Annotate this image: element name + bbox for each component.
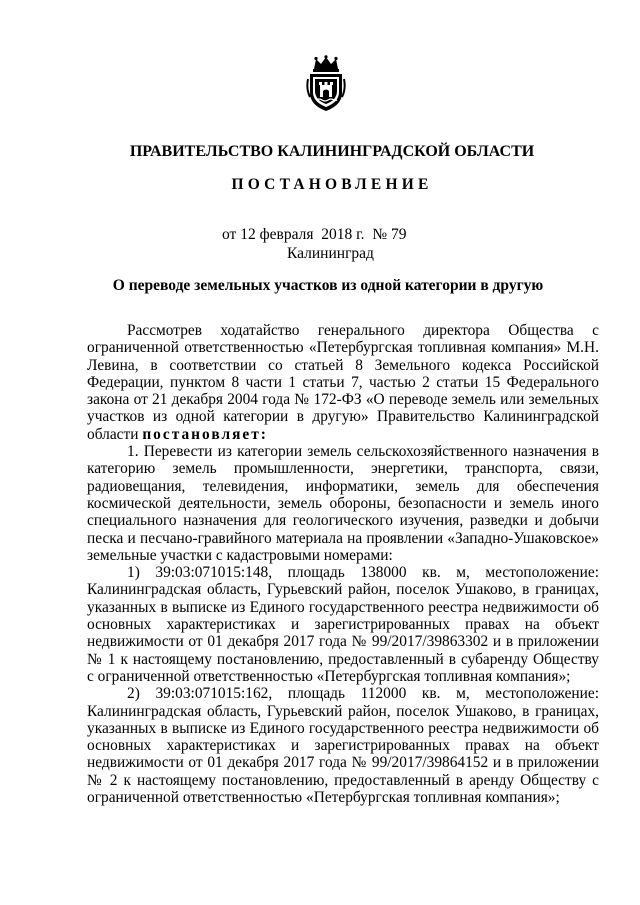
decree-subject: О переводе земельных участков из одной категории в другую <box>112 277 544 294</box>
date-prefix: от <box>222 226 237 243</box>
paragraph-preamble <box>87 322 599 443</box>
paragraph-item-1: 1. Перевести из категории земель сельскохозяйственного назначения в категорию земель промышленности, энергетики, транспорта, связи, радиовещания, телевидения, информатики, земель для обеспечения космической деятельности, земель обороны, безопасности и земель иного специального назначения для геологического изучения, разведки и добычи песка и песчано-гравийного материала на проявлении «Западно-Ушаковское» земельные участки с кадастровыми номерами: <box>87 443 599 564</box>
decree-city: Калининград <box>287 245 374 262</box>
paragraph-subitem-2: 2) 39:03:071015:162, площадь 112000 кв. м, местоположение: Калининградская область, Гурьевский район, поселок Ушаково, в границах, указанных в выписке из Единого государственного реестра недвижимости об основных характеристиках и зарегистрированных правах на объект недвижимости от 01 декабря 2017 года № 99/2017/39864152 и в приложении № 2 к настоящему постановлению, предоставленный в аренду Обществу с ограниченной ответственностью «Петербургская топливная компания»; <box>87 685 599 807</box>
number-prefix: № <box>372 226 388 243</box>
decree-number: 79 <box>390 226 407 243</box>
decree-body <box>87 322 599 806</box>
paragraph-subitem-1: 1) 39:03:071015:148, площадь 138000 кв. м, местоположение: Калининградская область, Гурьевский район, поселок Ушаково, в границах, указанных в выписке из Единого государственного реестра недвижимости об основных характеристиках и зарегистрированных правах на объект недвижимости от 01 декабря 2017 года № 99/2017/39863302 и в приложении № 1 к настоящему постановлению, предоставленный в субаренду Обществу с ограниченной ответственностью «Петербургская топливная компания»; <box>87 564 599 685</box>
document-type-title: ПОСТАНОВЛЕНИЕ <box>231 176 433 193</box>
government-title: ПРАВИТЕЛЬСТВО КАЛИНИНГРАДСКОЙ ОБЛАСТИ <box>129 143 535 160</box>
kaliningrad-coat-of-arms-icon <box>306 55 346 113</box>
preamble-text: Рассмотрев ходатайство генерального директора Общества с ограниченной ответственностью «Петербургская топливная компания» М.Н. Левина, в соответствии со статьей 8 Земельного кодекса Российской Федерации, пунктом 8 части 1 статьи 7, частью 2 статьи 15 Федерального закона от 21 декабря 2004 года № 172-ФЗ «О переводе земель или земельных участков из одной категории в другую» Правительство Калининградской области <box>87 322 599 443</box>
decree-keyword: постановляет: <box>142 425 268 443</box>
decree-date-number <box>222 226 406 244</box>
decree-date: 12 февраля 2018 г. <box>240 226 365 243</box>
